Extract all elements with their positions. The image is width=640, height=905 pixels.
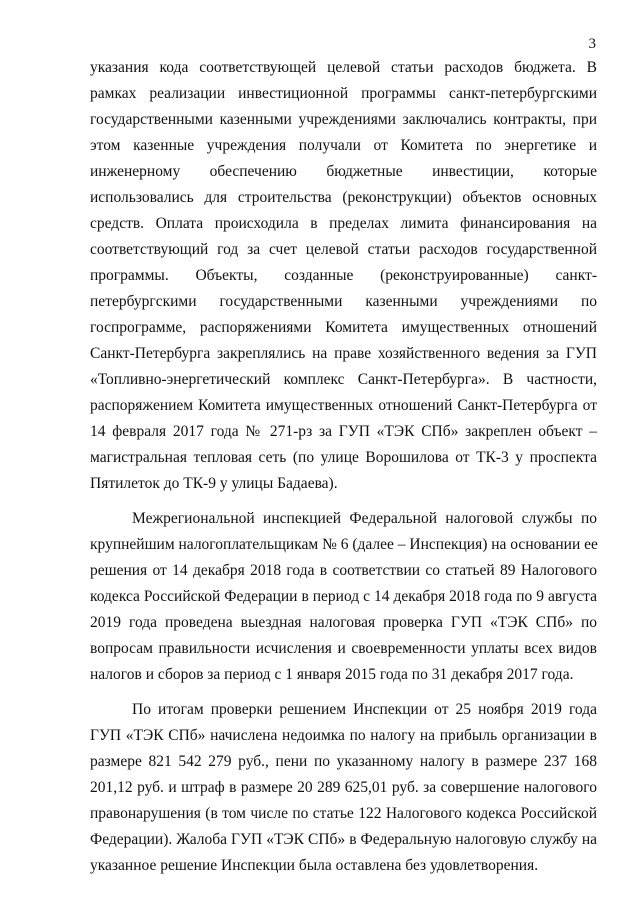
text-line: Федерации). Жалоба ГУП «ТЭК СПб» в Федеральную налоговую службу на [90,831,597,848]
text-line: 2019 года проведена выездная налоговая проверка ГУП «ТЭК СПб» по [90,614,597,631]
text-line: магистральная тепловая сеть (по улице Ворошилова от ТК-3 у проспекта [90,449,597,466]
text-line: соответствующий год за счет целевой статьи расходов государственной [90,241,597,258]
text-line: крупнейшим налогоплательщикам № 6 (далее – Инспекция) на основании ее [90,536,598,553]
text-line: решения от 14 декабря 2018 года в соответствии со статьей 89 Налогового [90,562,597,579]
text-line: рамках реализации инвестиционной программы санкт-петербургскими [90,85,597,102]
text-line: налогов и сборов за период с 1 января 2015 года по 31 декабря 2017 года. [90,666,574,683]
text-line: петербургскими государственными казенными учреждениями по [90,293,597,310]
text-line: правонарушения (в том числе по статье 122 Налогового кодекса Российской [90,805,597,822]
text-line: Межрегиональной инспекцией Федеральной налоговой службы по [132,510,597,527]
text-line: 14 февраля 2017 года № 271-рз за ГУП «ТЭК СПб» закреплен объект – [90,423,597,440]
text-line: ГУП «ТЭК СПб» начислена недоимка по налогу на прибыль организации в [90,727,597,744]
text-line: вопросам правильности исчисления и своевременности уплаты всех видов [90,640,597,657]
text-line: кодекса Российской Федерации в период с 14 декабря 2018 года по 9 августа [90,588,597,605]
text-line: Санкт-Петербурга закреплялись на праве хозяйственного ведения за ГУП [90,345,597,362]
text-line: размере 821 542 279 руб., пени по указанному налогу в размере 237 168 [90,753,597,770]
text-line: использовались для строительства (реконструкции) объектов основных [90,189,597,206]
page-number: 3 [588,36,596,52]
text-line: этом казенные учреждения получали от Комитета по энергетике и [90,137,597,154]
text-line: государственными казенными учреждениями заключались контракты, при [90,111,597,128]
text-line: По итогам проверки решением Инспекции от 25 ноября 2019 года [132,701,597,718]
text-line: указания кода соответствующей целевой статьи расходов бюджета. В [90,59,597,76]
text-line: инженерному обеспечению бюджетные инвестиции, которые [90,163,597,180]
text-line: 201,12 руб. и штраф в размере 20 289 625,01 руб. за совершение налогового [90,779,597,796]
text-line: программы. Объекты, созданные (реконструированные) санкт- [90,267,597,284]
text-line: «Топливно-энергетический комплекс Санкт-Петербурга». В частности, [90,371,597,388]
text-line: госпрограмме, распоряжениями Комитета имущественных отношений [90,319,597,336]
text-line: распоряжением Комитета имущественных отношений Санкт-Петербурга от [90,397,597,414]
text-line: средств. Оплата происходила в пределах лимита финансирования на [90,215,597,232]
text-line: Пятилеток до ТК-9 у улицы Бадаева). [90,475,338,492]
text-line: указанное решение Инспекции была оставлена без удовлетворения. [90,857,539,874]
